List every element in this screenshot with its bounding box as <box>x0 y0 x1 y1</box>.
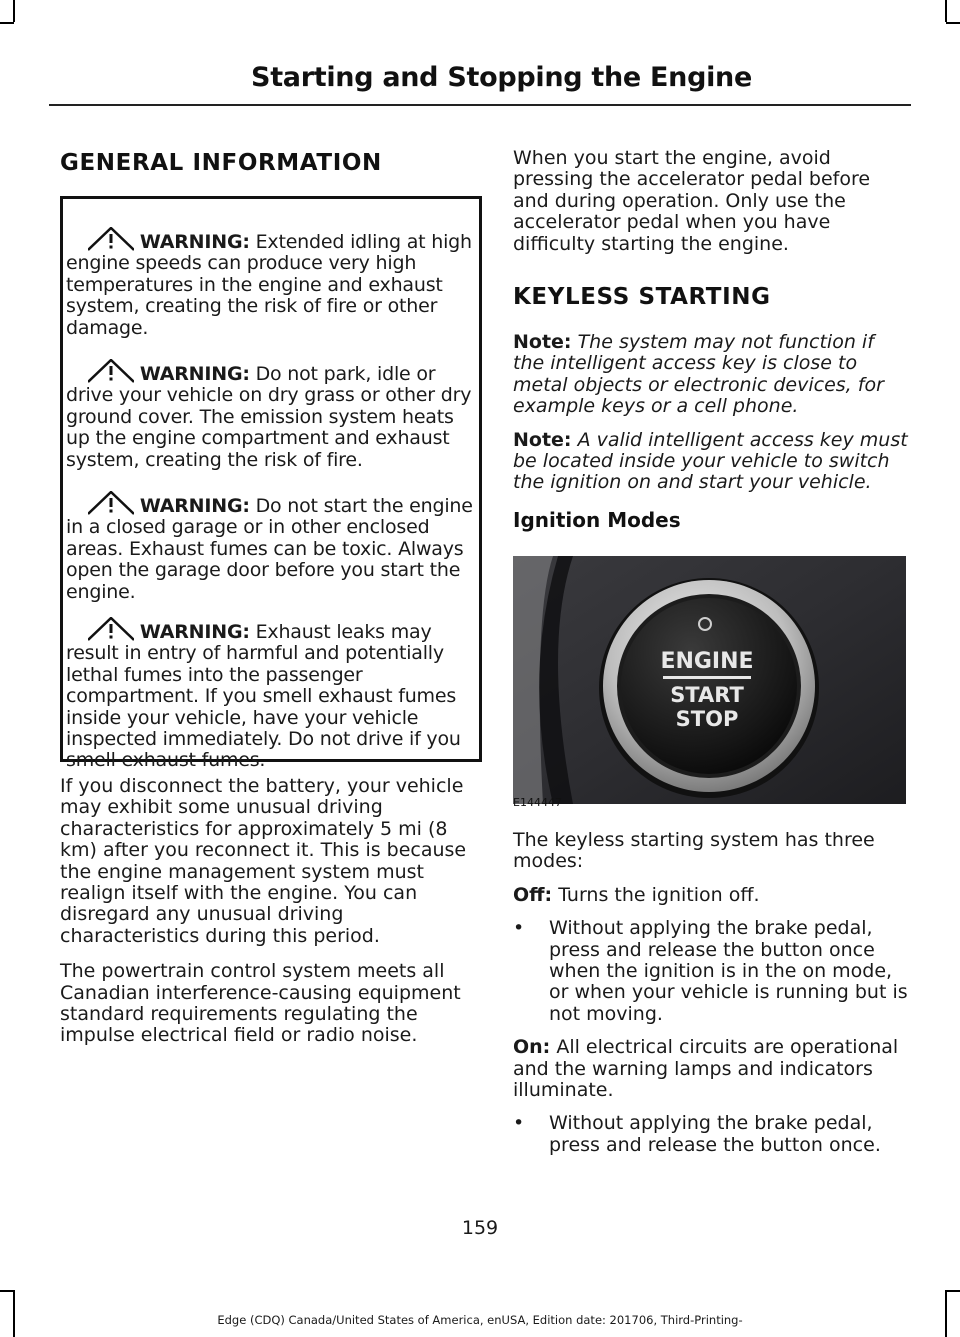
warning-label: WARNING: <box>139 621 250 643</box>
crop-mark <box>946 22 960 24</box>
list-item <box>513 918 908 1025</box>
warning-text: Exhaust leaks may result in entry of harmful and potentially lethal fumes into the passenger compartment. If you smell exhaust fumes inside your vehicle, have your vehicle inspected immediately. Do not drive if you smell exhaust fumes. <box>66 621 461 772</box>
crop-mark <box>0 22 14 24</box>
engine-start-button-illustration <box>513 556 906 804</box>
warning-triangle-icon <box>88 227 134 251</box>
warning-item <box>66 491 478 603</box>
note-text: A valid intelligent access key must be located inside your vehicle to switch the ignition on and start your vehicle. <box>513 428 908 494</box>
warning-item <box>66 359 478 471</box>
list-item <box>513 1113 908 1156</box>
warning-label: WARNING: <box>139 231 250 253</box>
note-1 <box>513 332 908 418</box>
paragraph-battery: If you disconnect the battery, your vehicle may exhibit some unusual driving characteristics for approximately 5 mi (8 km) after you reconnect it. This is because the engine management system must realign itself with the engine. You can disregard any unusual driving characteristics during this period. <box>60 775 467 947</box>
bullet-text: Without applying the brake pedal, press and release the button once when the ignition is in the on mode, or when your vehicle is running but is not moving. <box>549 917 908 1025</box>
notes <box>513 332 908 494</box>
warning-label: WARNING: <box>139 495 250 517</box>
bullet-icon: • <box>513 1112 525 1135</box>
paragraph-modes-intro: The keyless starting system has three modes: <box>513 829 875 873</box>
warning-triangle-icon <box>88 359 134 383</box>
mode-off-label: Off: <box>513 883 553 906</box>
engine-label: ENGINE <box>660 649 754 674</box>
crop-mark <box>945 0 947 22</box>
paragraph-powertrain: The powertrain control system meets all Canadian interference-causing equipment standard requirements regulating the impulse electrical field or radio noise. <box>60 960 461 1047</box>
right-top-text <box>513 148 908 255</box>
warning-text: Do not start the engine in a closed garage or in other enclosed areas. Exhaust fumes can be toxic. Always open the garage door before you start the engine. <box>66 495 473 603</box>
mode-off <box>513 885 908 906</box>
warning-text: Extended idling at high engine speeds can produce very high temperatures in the engine and exhaust system, creating the risk of fire or other damage. <box>66 231 472 339</box>
warning-item <box>66 227 478 339</box>
note-label: Note: <box>513 428 572 451</box>
bullet-icon: • <box>513 917 525 940</box>
note-2 <box>513 430 908 494</box>
start-label: START <box>670 683 744 707</box>
header-rule <box>49 104 911 106</box>
warning-label: WARNING: <box>139 363 250 385</box>
section-title-keyless-starting: KEYLESS STARTING <box>513 284 771 310</box>
footer-edition-info: Edge (CDQ) Canada/United States of America, enUSA, Edition date: 201706, Third-Printing- <box>217 1313 743 1327</box>
bullet-text: Without applying the brake pedal, press and release the button once. <box>549 1112 881 1156</box>
mode-on-label: On: <box>513 1036 551 1059</box>
note-text: The system may not function if the intelligent access key is close to metal objects or electronic devices, for example keys or a cell phone. <box>513 331 884 418</box>
engine-start-button-figure <box>513 556 906 804</box>
stop-label: STOP <box>675 707 739 731</box>
crop-mark <box>13 0 15 22</box>
warning-triangle-icon <box>88 617 134 641</box>
crop-mark <box>946 1290 960 1292</box>
section-title-general-information: GENERAL INFORMATION <box>60 150 382 176</box>
warning-item <box>66 617 478 772</box>
mode-on <box>513 1037 908 1101</box>
page-header-title: Starting and Stopping the Engine <box>251 62 752 93</box>
ignition-modes-text <box>513 830 908 1156</box>
figure-id: E144447 <box>513 796 562 809</box>
left-body-text <box>60 776 482 1047</box>
warning-triangle-icon <box>88 491 134 515</box>
subsection-title-ignition-modes: Ignition Modes <box>513 508 681 532</box>
paragraph-intro: When you start the engine, avoid pressing the accelerator pedal before and during operation. Only use the accelerator pedal when you have difficulty starting the engine. <box>513 147 871 255</box>
page-number: 159 <box>461 1217 499 1239</box>
warning-box <box>60 196 482 772</box>
mode-off-text: Turns the ignition off. <box>552 883 760 906</box>
warning-text: Do not park, idle or drive your vehicle on dry grass or other dry ground cover. The emission system heats up the engine compartment and exhaust system, creating the risk of fire. <box>66 363 472 471</box>
note-label: Note: <box>513 331 572 353</box>
mode-on-text: All electrical circuits are operational and the warning lamps and indicators illuminate. <box>513 1036 899 1102</box>
crop-mark <box>0 1290 14 1292</box>
